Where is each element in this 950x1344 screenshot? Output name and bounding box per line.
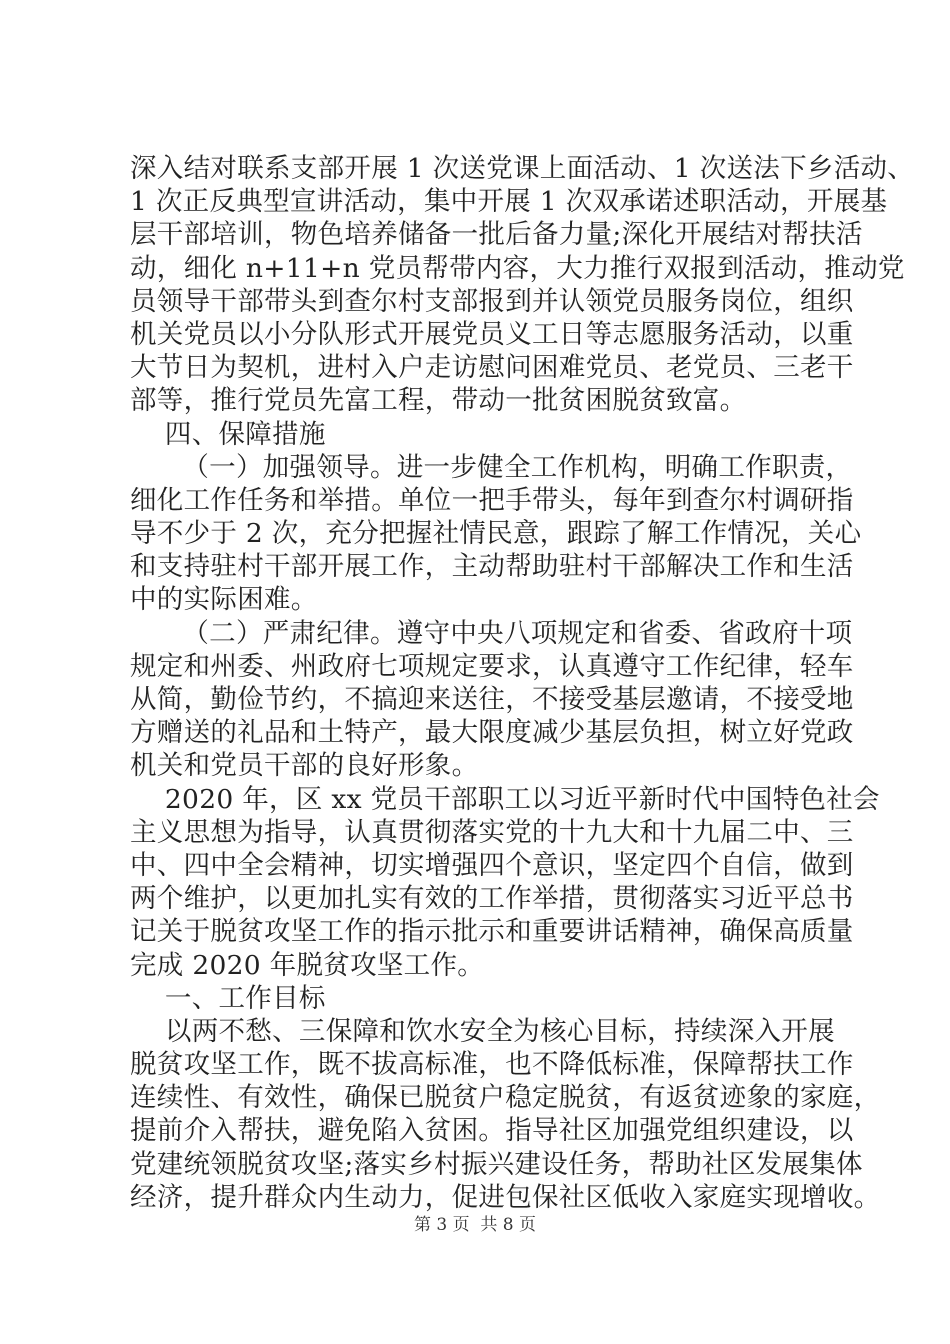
text-line: 规定和州委、州政府七项规定要求，认真遵守工作纪律，轻车 [130,650,854,682]
text-line: 两个维护，以更加扎实有效的工作举措，贯彻落实习近平总书 [130,883,854,915]
text-line: 方赠送的礼品和土特产，最大限度减少基层负担，树立好党政 [130,717,854,749]
section-heading: 四、保障措施 [130,418,326,450]
section-heading: 一、工作目标 [130,982,326,1014]
text-line: 经济，提升群众内生动力，促进包保社区低收入家庭实现增收。 [130,1181,881,1213]
text-line: 以两不愁、三保障和饮水安全为核心目标，持续深入开展 [130,1015,835,1047]
text-line: 2020 年，区 xx 党员干部职工以习近平新时代中国特色社会 [130,783,880,815]
text-line: 主义思想为指导，认真贯彻落实党的十九大和十九届二中、三 [130,816,854,848]
text-line: 层干部培训，物色培养储备一批后备力量;深化开展结对帮扶活 [130,219,863,251]
text-line: 中的实际困难。 [130,584,318,616]
text-line: 党建统领脱贫攻坚;落实乡村振兴建设任务，帮助社区发展集体 [130,1148,863,1180]
text-line: 机关和党员干部的良好形象。 [130,750,479,782]
text-line: 深入结对联系支部开展 1 次送党课上面活动、1 次送法下乡活动、 [130,153,915,184]
text-line: 1 次正反典型宣讲活动，集中开展 1 次双承诺述职活动，开展基 [130,186,888,218]
text-line: 和支持驻村干部开展工作，主动帮助驻村干部解决工作和生活 [130,551,854,583]
text-line: 中、四中全会精神，切实增强四个意识，坚定四个自信，做到 [130,849,854,881]
text-line: （一）加强领导。进一步健全工作机构，明确工作职责， [130,451,853,483]
text-line: 提前介入帮扶，避免陷入贫困。指导社区加强党组织建设，以 [130,1115,854,1147]
text-line: 员领导干部带头到查尔村支部报到并认领党员服务岗位，组织 [130,285,854,317]
page-number-footer: 第 3 页 共 8 页 [413,1215,537,1235]
text-line: 完成 2020 年脱贫攻坚工作。 [130,949,485,981]
text-line: 大节日为契机，进村入户走访慰问困难党员、老党员、三老干 [130,352,854,384]
text-line: 脱贫攻坚工作，既不拔高标准，也不降低标准，保障帮扶工作 [130,1049,854,1081]
text-line: （二）严肃纪律。遵守中央八项规定和省委、省政府十项 [130,617,853,649]
text-line: 导不少于 2 次，充分把握社情民意，跟踪了解工作情况，关心 [130,518,862,550]
text-line: 部等，推行党员先富工程，带动一批贫困脱贫致富。 [130,385,747,417]
text-line: 细化工作任务和举措。单位一把手带头，每年到查尔村调研指 [130,484,854,516]
text-line: 动，细化 n+11+n 党员帮带内容，大力推行双报到活动，推动党 [130,252,905,284]
document-body [130,152,915,1214]
text-line: 连续性、有效性，确保已脱贫户稳定脱贫，有返贫迹象的家庭， [130,1082,881,1114]
text-line: 机关党员以小分队形式开展党员义工日等志愿服务活动，以重 [130,318,854,350]
text-line: 从简，勤俭节约，不搞迎来送往，不接受基层邀请，不接受地 [130,684,854,715]
text-line: 记关于脱贫攻坚工作的指示批示和重要讲话精神，确保高质量 [130,916,854,948]
